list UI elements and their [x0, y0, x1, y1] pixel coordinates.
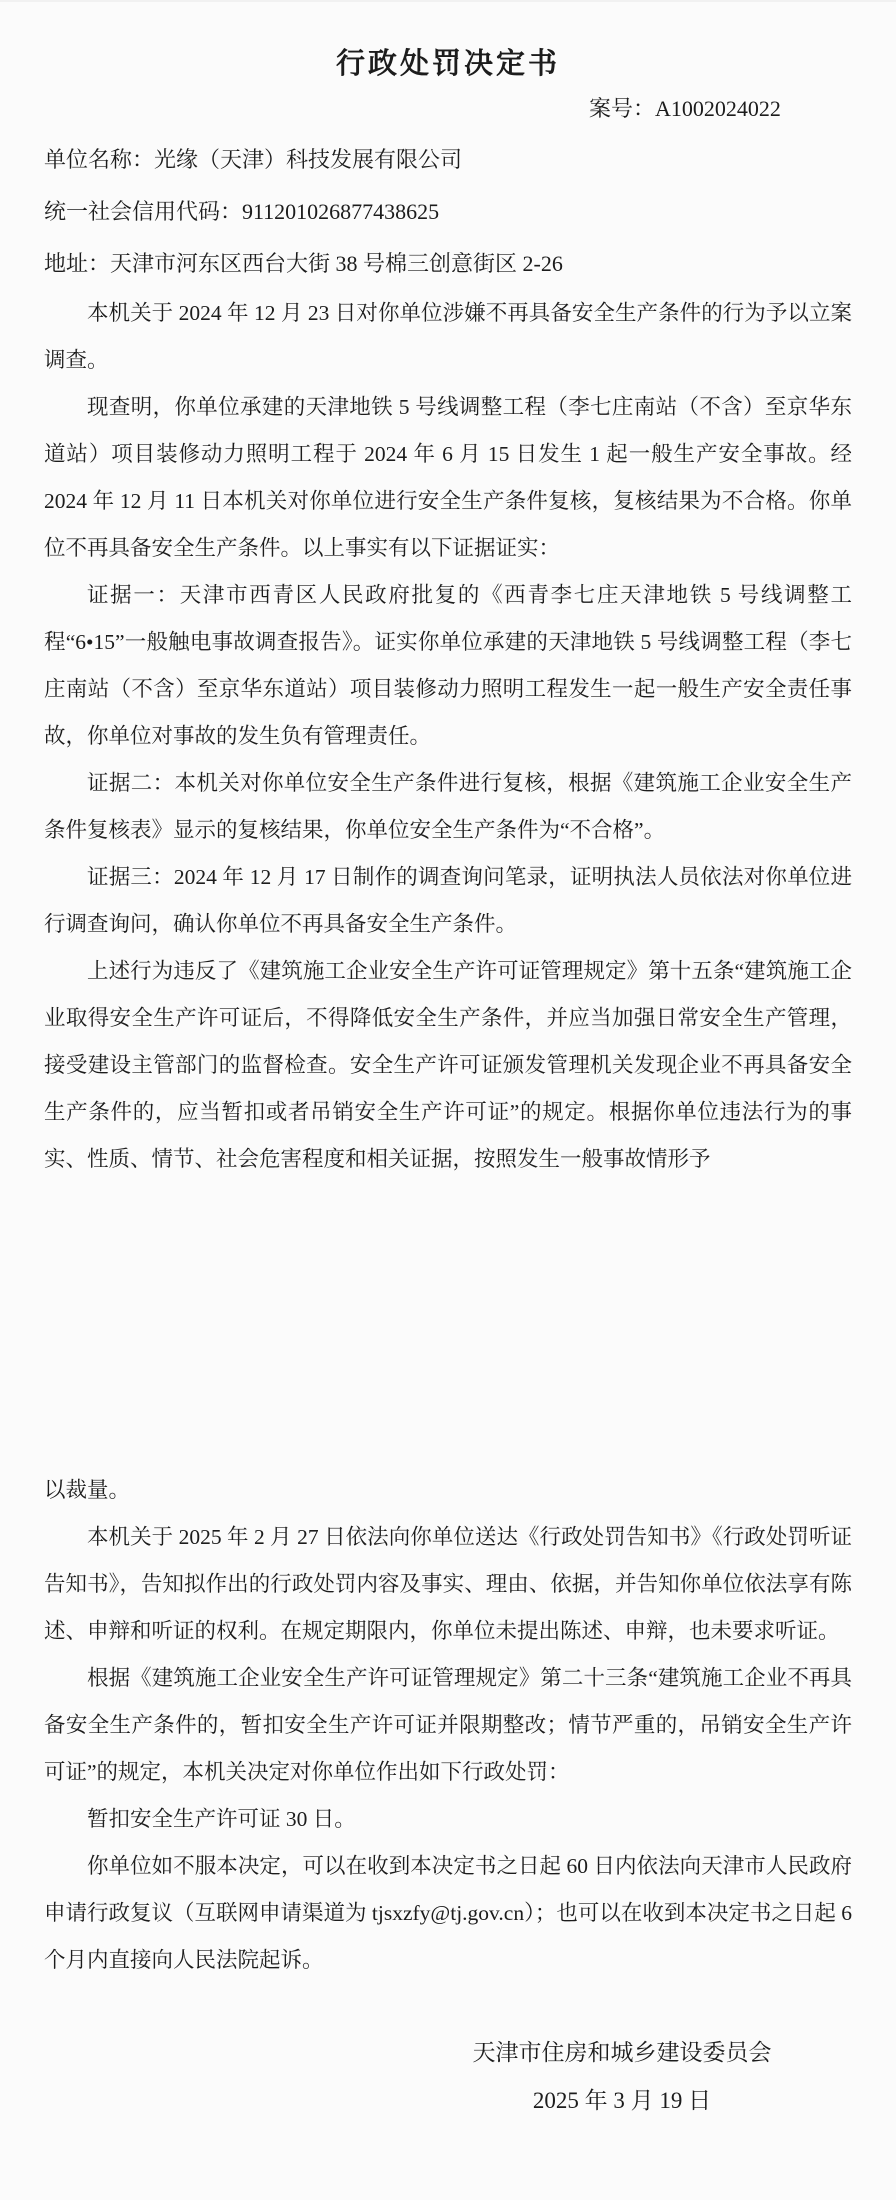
issuing-authority: 天津市住房和城乡建设委员会 [472, 2040, 772, 2065]
paragraph-appeal-rights: 你单位如不服本决定，可以在收到本决定书之日起 60 日内依法向天津市人民政府申请行政复议（互联网申请渠道为 tjsxzfy@tj.gov.cn）；也可以在收到本决定书之日起 6 个月内直接向人民法院起诉。 [44, 1854, 852, 1972]
paragraph-evidence-1: 证据一：天津市西青区人民政府批复的《西青李七庄天津地铁 5 号线调整工程“6•15”一般触电事故调查报告》。证实你单位承建的天津地铁 5 号线调整工程（李七庄南站（不含）至京华东道站）项目装修动力照明工程发生一起一般生产安全责任事故，你单位对事故的发生负有管理责任。 [44, 583, 852, 748]
paragraph-penalty: 暂扣安全生产许可证 30 日。 [87, 1807, 356, 1831]
signature-block [462, 2036, 782, 2118]
issue-date: 2025 年 3 月 19 日 [532, 2088, 712, 2113]
paragraph-evidence-3: 证据三：2024 年 12 月 17 日制作的调查询问笔录，证明执法人员依法对你单位进行调查询问，确认你单位不再具备安全生产条件。 [44, 865, 852, 936]
credit-code-line: 统一社会信用代码：911201026877438625 [44, 199, 440, 224]
address-line: 地址：天津市河东区西台大街 38 号棉三创意街区 2-26 [44, 251, 563, 276]
unit-info-block [44, 134, 852, 290]
paragraph-violation-continued: 以裁量。 [44, 1478, 131, 1502]
paragraph-violation: 上述行为违反了《建筑施工企业安全生产许可证管理规定》第十五条“建筑施工企业取得安全生产许可证后，不得降低安全生产条件，并应当加强日常安全生产管理，接受建设主管部门的监督检查。安全生产许可证颁发管理机关发现企业不再具备安全生产条件的，应当暂扣或者吊销安全生产许可证”的规定。根据你单位违法行为的事实、性质、情节、社会危害程度和相关证据，按照发生一般事故情形予 [44, 959, 852, 1171]
case-number: 案号：A1002024022 [589, 96, 781, 121]
unit-name-line: 单位名称：光缘（天津）科技发展有限公司 [44, 147, 463, 172]
paragraph-notification: 本机关于 2025 年 2 月 27 日依法向你单位送达《行政处罚告知书》《行政处罚听证告知书》，告知拟作出的行政处罚内容及事实、理由、依据，并告知你单位依法享有陈述、申辩和听证的权利。在规定期限内，你单位未提出陈述、申辩，也未要求听证。 [44, 1525, 852, 1643]
document-body [44, 290, 852, 1984]
paragraph-legal-basis: 根据《建筑施工企业安全生产许可证管理规定》第二十三条“建筑施工企业不再具备安全生产条件的，暂扣安全生产许可证并限期整改；情节严重的，吊销安全生产许可证”的规定，本机关决定对你单位作出如下行政处罚： [44, 1666, 852, 1784]
page-break-gap [44, 1183, 852, 1467]
paragraph-filing: 本机关于 2024 年 12 月 23 日对你单位涉嫌不再具备安全生产条件的行为予以立案调查。 [44, 301, 852, 372]
page-title: 行政处罚决定书 [335, 48, 560, 80]
paragraph-findings: 现查明，你单位承建的天津地铁 5 号线调整工程（李七庄南站（不含）至京华东道站）项目装修动力照明工程于 2024 年 6 月 15 日发生 1 起一般生产安全事故。经 2024 年 12 月 11 日本机关对你单位进行安全生产条件复核，复核结果为不合格。你单位不再具备安全生产条件。以上事实有以下证据证实： [44, 395, 852, 560]
paragraph-evidence-2: 证据二：本机关对你单位安全生产条件进行复核，根据《建筑施工企业安全生产条件复核表》显示的复核结果，你单位安全生产条件为“不合格”。 [44, 771, 852, 842]
